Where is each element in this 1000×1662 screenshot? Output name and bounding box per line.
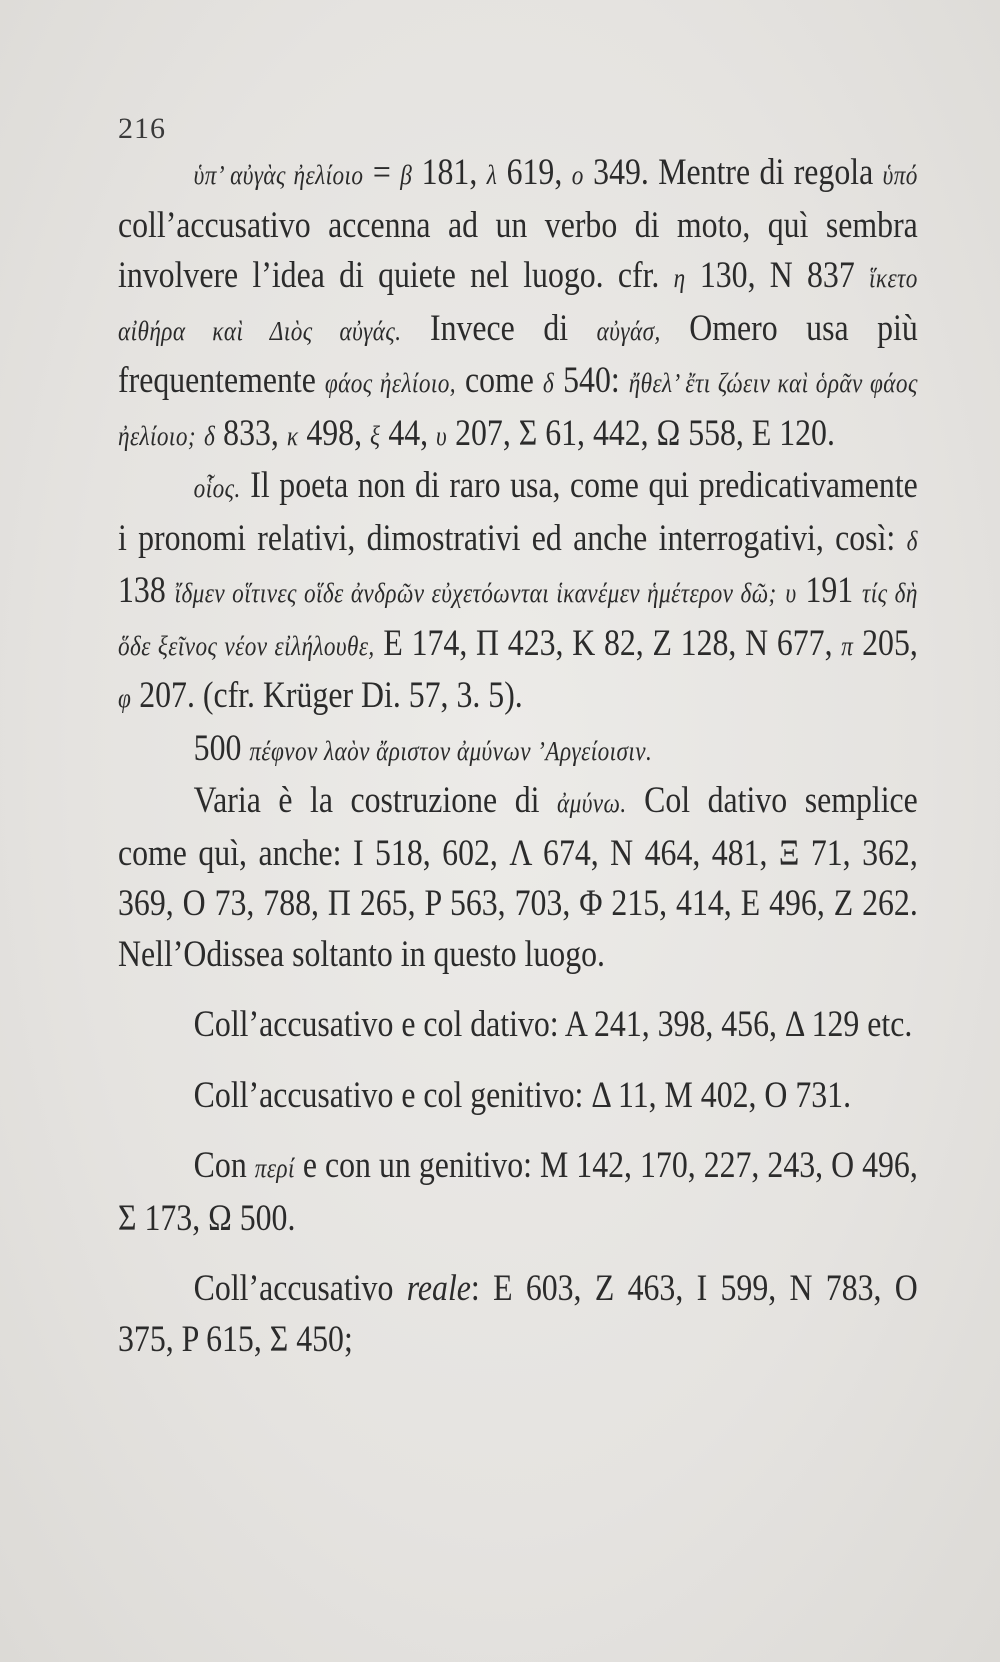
greek-text: κ [286,420,299,451]
greek-text: φάος ἠελίοιο, [324,368,457,398]
page-number: 216 [118,112,166,145]
greek-text: φ [118,683,132,713]
text-segment: Invece di [401,307,597,349]
text-segment: come [456,360,543,401]
greek-text: ὑπό [882,160,918,190]
text-segment: Varia è la costruzione di [193,780,557,821]
text-segment: coll’accusativo accenna ad un verbo di moto, quì sembra involvere l’idea di quiete nel luogo. cfr. [118,204,918,296]
text-segment: Con [193,1145,255,1186]
text-segment: 207, Σ 61, 442, Ω 558, E 120. [447,412,835,454]
paragraph-p6 [118,1071,918,1122]
text-segment: 207. (cfr. Krüger Di. 57, 3. 5). [131,675,523,716]
paragraph-gap [118,980,918,1000]
text-segment: 205, [853,622,918,664]
body-text [118,148,918,1365]
text-segment: 191 [796,570,863,611]
paragraph-gap [118,1244,918,1264]
greek-text: πέφνον λαὸν ἄριστον ἀμύνων ’Αργείοισιν. [249,735,653,766]
text-segment: E 174, Π 423, K 82, Z 128, N 677, [374,622,842,664]
text-segment: Omero usa più frequentemente [118,307,918,401]
greek-text: ξ [369,420,381,451]
text-segment: 498, [298,412,370,454]
text-segment: 833, [215,412,287,454]
greek-text: ἴδμεν οἵτινες οἵδε ἀνδρῶν εὐχετόωνται ἱκανέμεν ἡμέτερον δῶ; [174,578,777,608]
text-segment [196,413,204,454]
paragraph-p3 [118,724,918,777]
text-segment: 138 [118,570,175,611]
text-segment: 500 [193,727,250,769]
text-segment: 349. Mentre di regola [583,152,883,193]
text-segment: = [363,152,401,193]
text-segment: : E 603, Z 463, I 599, N 783, O 375, P 615, Σ 450; [118,1268,918,1360]
greek-text: π [841,630,854,661]
greek-text: περί [254,1153,295,1183]
greek-text: δ [542,368,555,398]
paragraph-p5 [118,1000,918,1051]
greek-text: ἵκετο αἰθήρα καὶ Διὸς αὐγάς. [118,263,918,346]
text-segment: 619, [497,152,572,193]
paragraph-p1 [118,148,918,461]
italic-text: reale [406,1268,471,1309]
paragraph-p7 [118,1141,918,1244]
text-segment: 540: [554,360,629,401]
greek-text: υ [436,420,448,451]
text-segment: 181, [412,152,487,193]
text-segment: 44, [380,412,437,454]
greek-text: η [673,263,686,293]
greek-text: ἀμύνω. [556,788,627,818]
paragraph-p4 [118,776,918,980]
text-segment: Coll’accusativo [193,1268,407,1309]
text-segment: e con un genitivo: M 142, 170, 227, 243, O 496, Σ 173, Ω 500. [118,1145,918,1239]
greek-text: δ [203,420,216,451]
text-segment: Il poeta non di raro usa, come qui predicativamente i pronomi relativi, dimostrativi ed anche interrogativi, così: [118,465,918,559]
greek-text: οἷος. [193,473,241,503]
paragraph-p8 [118,1264,918,1365]
text-segment: Coll’accusativo e col dativo: A 241, 398, 456, Δ 129 etc. [193,1004,913,1045]
text-segment: 130, N 837 [685,255,869,296]
greek-text: β [400,160,413,190]
greek-text: ο [571,160,584,190]
greek-text: υ [785,578,797,608]
body-text-inner [118,148,918,1365]
paragraph-gap [118,1051,918,1071]
greek-text: λ [486,160,498,190]
text-segment: Coll’accusativo e col genitivo: Δ 11, M 402, O 731. [193,1074,852,1116]
greek-text: δ [906,525,918,556]
greek-text: αὐγάσ, [596,315,661,346]
paragraph-gap [118,1121,918,1141]
greek-text: ὑπ’ αὐγὰς ἠελίοιο [193,160,364,190]
text-segment: Col dativo semplice come quì, anche: I 518, 602, Λ 674, N 464, 481, Ξ 71, 362, 369, O 73, 788, Π 265, P 563, 703, Φ 215, 414, E 496, Z 262. Nell’Odissea soltanto in questo luogo. [118,780,918,975]
text-segment [777,570,786,611]
greek-text: ἤθελ’ ἔτι ζώειν καὶ ὁρᾶν φάος ἠελίοιο; [118,368,918,451]
paragraph-p2 [118,461,918,724]
greek-text: τίς δὴ ὅδε ξεῖνος νέον εἰλήλουθε, [118,578,918,661]
